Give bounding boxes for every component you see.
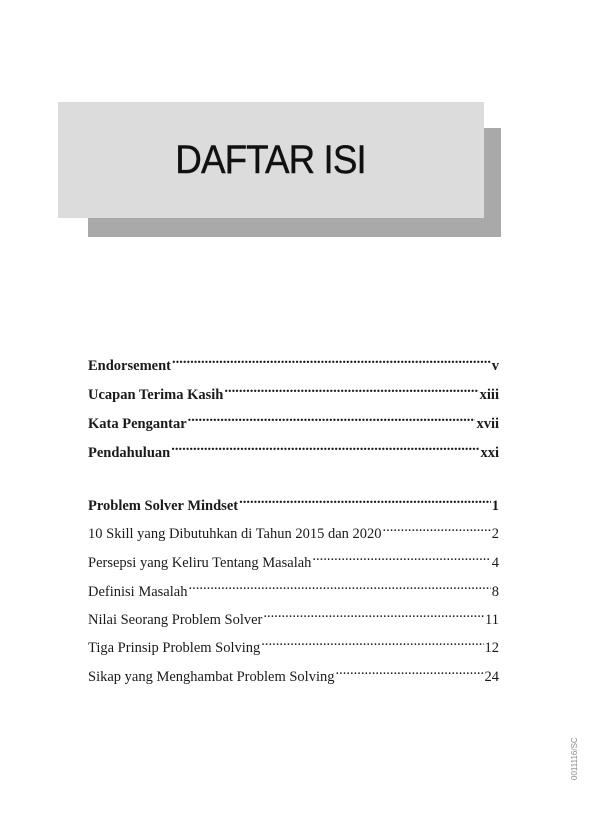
toc-chapter-problem-solver-mindset[interactable] (88, 488, 499, 514)
dot-leader (312, 545, 490, 567)
toc-section-entry[interactable] (88, 516, 499, 542)
toc-entry-ucapan-terima-kasih[interactable] (88, 377, 499, 403)
dot-leader (172, 348, 491, 370)
toc-entry-page: xxi (480, 445, 499, 461)
toc-section-entry[interactable] (88, 659, 499, 685)
toc-entry-label: Tiga Prinsip Problem Solving (88, 640, 261, 656)
toc-entry-kata-pengantar[interactable] (88, 406, 499, 432)
toc-entry-label: Persepsi yang Keliru Tentang Masalah (88, 555, 312, 571)
toc-entry-pendahuluan[interactable] (88, 435, 499, 461)
dot-leader (188, 406, 476, 428)
toc-entry-page: 11 (485, 612, 499, 628)
dot-leader (261, 630, 483, 652)
print-code: 0011116/SC (570, 737, 579, 780)
toc-entry-page: 1 (491, 498, 499, 514)
toc-entry-page: v (491, 358, 499, 374)
dot-leader (224, 377, 478, 399)
dot-leader (171, 435, 479, 457)
toc-entry-label: Ucapan Terima Kasih (88, 387, 224, 403)
toc-entry-page: 8 (491, 584, 499, 600)
toc-entry-label: Sikap yang Menghambat Problem Solving (88, 669, 335, 685)
toc-entry-label: Endorsement (88, 358, 171, 374)
toc-entry-label: 10 Skill yang Dibutuhkan di Tahun 2015 dan 2020 (88, 526, 382, 542)
toc-entry-page: xvii (476, 416, 499, 432)
toc-section-entry[interactable] (88, 630, 499, 656)
toc-entry-page: 24 (484, 669, 499, 685)
dot-leader (239, 488, 491, 510)
toc-entry-page: xiii (479, 387, 499, 403)
toc-entry-page: 4 (491, 555, 499, 571)
toc-section-entry[interactable] (88, 602, 499, 628)
toc-section-entry[interactable] (88, 574, 499, 600)
dot-leader (263, 602, 484, 624)
dot-leader (335, 659, 483, 681)
toc-entry-label: Definisi Masalah (88, 584, 188, 600)
title-box (58, 102, 484, 218)
page-title: DAFTAR ISI (175, 137, 367, 182)
toc-entry-endorsement[interactable] (88, 348, 499, 374)
toc-entry-label: Pendahuluan (88, 445, 171, 461)
toc-entry-label: Nilai Seorang Problem Solver (88, 612, 263, 628)
toc-entry-page: 2 (491, 526, 499, 542)
toc-entry-page: 12 (484, 640, 499, 656)
toc-section-entry[interactable] (88, 545, 499, 571)
dot-leader (188, 574, 490, 596)
dot-leader (383, 516, 491, 538)
toc-entry-label: Problem Solver Mindset (88, 498, 239, 514)
toc-entry-label: Kata Pengantar (88, 416, 187, 432)
